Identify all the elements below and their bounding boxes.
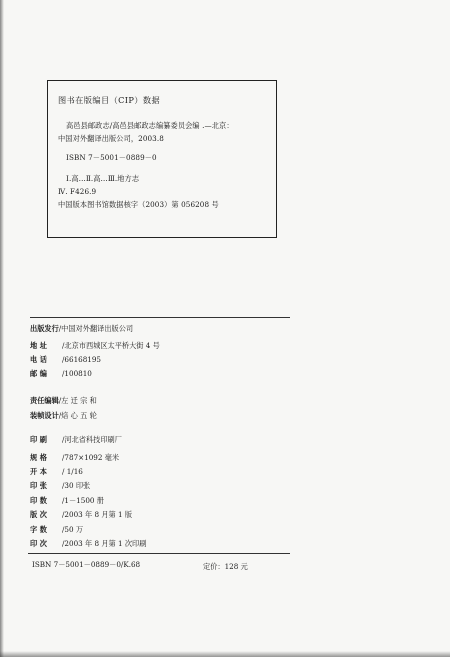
page-edge-shadow	[0, 0, 4, 657]
printer-label: 印 刷	[30, 435, 47, 444]
designer-value: /焙 心 五 轮	[58, 411, 97, 420]
words-label: 字 数	[30, 525, 47, 534]
imprint-postcode-row	[30, 369, 92, 379]
imprint-words-row	[30, 525, 83, 535]
edition-label: 版 次	[30, 510, 47, 519]
editor-label: 责任编辑	[30, 396, 59, 405]
phone-value: /66168195	[62, 355, 102, 364]
spec-label: 规 格	[30, 453, 47, 462]
phone-label: 电 话	[30, 355, 47, 364]
sheets-value: /30 印张	[62, 481, 91, 490]
cip-isbn: ISBN 7－5001－0889－0	[66, 153, 157, 162]
imprint-designer-row	[30, 411, 97, 421]
address-value: /北京市西城区太平桥大街 4 号	[62, 341, 160, 350]
footer-isbn: ISBN 7－5001－0889－0/K.68	[32, 560, 141, 569]
format-label: 开 本	[30, 467, 47, 476]
postcode-value: /100810	[62, 369, 92, 378]
impression-label: 印 次	[30, 539, 47, 548]
imprint-spec-row	[30, 453, 119, 463]
designer-label: 装帧设计	[30, 411, 59, 420]
edition-value: /2003 年 8 月第 1 版	[62, 510, 133, 519]
printrun-label: 印 数	[30, 496, 47, 505]
imprint-editor-row	[30, 396, 97, 406]
format-value: / 1/16	[62, 467, 83, 476]
imprint-format-row	[30, 467, 83, 477]
cip-data-box	[47, 80, 277, 238]
printer-value: /河北省科技印刷厂	[62, 435, 122, 444]
imprint-phone-row	[30, 355, 101, 365]
imprint-edition-row	[30, 510, 132, 520]
imprint-address-row	[30, 341, 160, 351]
imprint-printrun-row	[30, 496, 104, 506]
postcode-label: 邮 编	[30, 369, 47, 378]
address-label: 地 址	[30, 341, 47, 350]
imprint-printer-row	[30, 435, 122, 445]
imprint-impression-row	[30, 539, 146, 549]
publisher-value: /中国对外翻译出版公司	[58, 324, 134, 333]
cip-record-number: 中国版本图书馆数据核字（2003）第 056208 号	[58, 200, 219, 209]
imprint-bottom-rule	[28, 553, 290, 554]
cip-description-line-2: 中国对外翻译出版公司，2003.8	[58, 134, 164, 143]
page-bottom-shadow	[0, 651, 450, 657]
imprint-top-rule	[30, 317, 290, 318]
cip-description-line-1: 高邑县邮政志/高邑县邮政志编纂委员会编 .—北京：	[66, 121, 234, 130]
imprint-sheets-row	[30, 481, 90, 491]
cip-classification: Ⅳ. F426.9	[58, 187, 97, 196]
publisher-label: 出版发行	[30, 324, 59, 333]
spec-value: /787×1092 毫米	[62, 453, 120, 462]
editor-value: /左 迁 宗 和	[58, 396, 97, 405]
cip-subject-headings: Ⅰ.高…Ⅱ.高…Ⅲ.地方志	[66, 174, 140, 183]
footer-price: 定价：128 元	[203, 562, 248, 571]
words-value: /50 万	[62, 525, 84, 534]
cip-title: 图书在版编目（CIP）数据	[58, 95, 161, 105]
impression-value: /2003 年 8 月第 1 次印刷	[62, 539, 147, 548]
imprint-publisher-row	[30, 324, 133, 334]
sheets-label: 印 张	[30, 481, 47, 490]
printrun-value: /1－1500 册	[62, 496, 104, 505]
